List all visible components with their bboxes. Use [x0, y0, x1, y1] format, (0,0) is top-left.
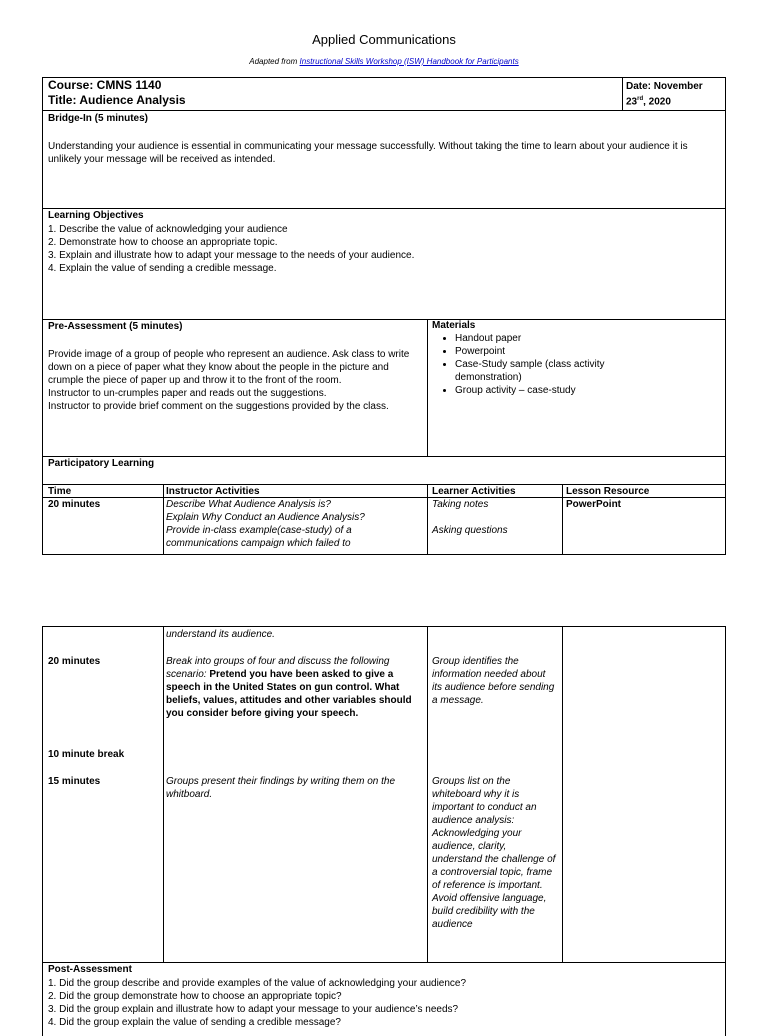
adapted-prefix: Adapted from — [249, 57, 298, 66]
row1-instructor: Describe What Audience Analysis is? Explain Why Conduct an Audience Analysis? Provide in-class example(case-study) of a communications campaign which failed to — [166, 499, 365, 549]
post-item: 1. Did the group describe and provide examples of the value of acknowledging your audience? — [48, 978, 467, 989]
row1-time: 20 minutes — [48, 499, 101, 510]
column-header-resource: Lesson Resource — [566, 486, 650, 497]
row1-learner: Taking notes Asking questions — [432, 499, 508, 536]
row1-resource: PowerPoint — [566, 499, 622, 510]
post-item: 3. Did the group explain and illustrate how to adapt your message to your audience’s needs? — [48, 1004, 459, 1015]
row3-time: 15 minutes — [48, 776, 101, 787]
lesson-plan-table-page2 — [42, 626, 726, 1036]
objective-item: 3. Explain and illustrate how to adapt your message to the needs of your audience. — [48, 250, 415, 261]
row2-time: 20 minutes — [48, 656, 101, 667]
objective-item: 1. Describe the value of acknowledging your audience — [48, 224, 288, 235]
post-assessment-heading: Post-Assessment — [48, 964, 132, 975]
post-item: 2. Did the group demonstrate how to choose an appropriate topic? — [48, 991, 342, 1002]
row2-instructor: Break into groups of four and discuss the following scenario: Pretend you have been asked to give a speech in the United States on gun control. What beliefs, values, attitudes and other variables should you consider before giving your speech. — [166, 656, 412, 719]
materials-item: • Handout paper — [455, 332, 645, 345]
course-code: Course: CMNS 1140 — [48, 78, 162, 92]
row2-learner: Group identifies the information needed about its audience before sending a message. — [432, 656, 555, 706]
lesson-date: Date: November 23rd, 2020 — [626, 81, 703, 108]
lesson-title: Title: Audience Analysis — [48, 93, 186, 107]
objective-item: 2. Demonstrate how to choose an appropriate topic. — [48, 237, 278, 248]
materials-item: • Group activity – case-study — [455, 384, 645, 397]
bridge-in-text: Understanding your audience is essential in communicating your message successfully. Without taking the time to learn about your audience it is unlikely your message will be received as intended. — [48, 141, 688, 165]
row3-learner: Groups list on the whiteboard why it is important to conduct an audience analysis: Acknowledging your audience, clarity, understand the challenge of a controversial topic, frame of reference is important. Avoid offensive language, build credibility with the audience — [432, 776, 556, 930]
post-item: 4. Did the group explain the value of sending a credible message? — [48, 1017, 341, 1028]
document-title: Applied Communications — [312, 32, 456, 47]
materials-list — [435, 332, 645, 397]
pre-assessment-heading: Pre-Assessment (5 minutes) — [48, 321, 183, 332]
materials-item: • Powerpoint — [455, 345, 645, 358]
lesson-plan-table-page1 — [42, 77, 726, 555]
bridge-in-heading: Bridge-In (5 minutes) — [48, 113, 149, 124]
learning-objectives-list — [48, 223, 708, 275]
adapted-from-line — [0, 57, 768, 66]
row1-instructor-continued: understand its audience. — [166, 629, 275, 640]
column-header-time: Time — [48, 486, 72, 497]
pre-assessment-text: Provide image of a group of people who represent an audience. Ask class to write down on a piece of paper what they know about the people in the picture and crumple the piece of paper up and throw it to the front of the room. Instructor to un-crumples paper and reads out the suggestions. Instructor to provide brief comment on the suggestions provided by the class. — [48, 349, 410, 412]
learning-objectives-heading: Learning Objectives — [48, 210, 144, 221]
isw-handbook-link[interactable]: Instructional Skills Workshop (ISW) Handbook for Participants — [299, 57, 519, 66]
post-assessment-list — [48, 977, 718, 1029]
materials-heading: Materials — [432, 320, 476, 331]
objective-item: 4. Explain the value of sending a credible message. — [48, 263, 277, 274]
row3-instructor: Groups present their findings by writing them on the whitboard. — [166, 776, 396, 800]
materials-item: • Case-Study sample (class activity demonstration) — [455, 358, 645, 384]
column-header-instructor: Instructor Activities — [166, 486, 260, 497]
column-header-learner: Learner Activities — [432, 486, 516, 497]
participatory-learning-heading: Participatory Learning — [48, 458, 155, 469]
break-time: 10 minute break — [48, 749, 125, 760]
